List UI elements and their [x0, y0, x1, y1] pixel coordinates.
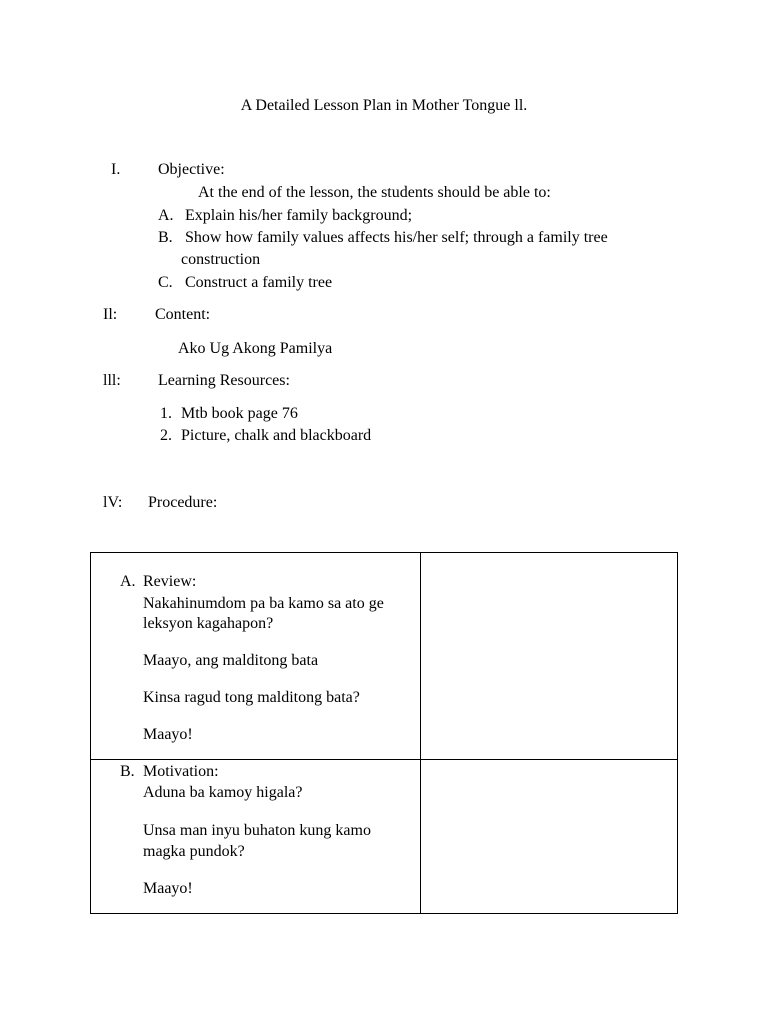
procedure-row-review [91, 553, 678, 760]
section-4-numeral: lV: [103, 494, 123, 511]
procedure-cell-review-notes [421, 553, 678, 760]
review-line: Maayo, ang malditong bata [143, 652, 319, 669]
review-marker: A. [120, 573, 136, 590]
section-3-heading: Learning Resources: [158, 372, 290, 389]
motivation-line: magka pundok? [143, 843, 245, 860]
section-1-numeral: I. [111, 161, 121, 178]
motivation-line: Maayo! [143, 880, 193, 897]
review-line: Nakahinumdom pa ba kamo sa ato ge [143, 595, 384, 612]
section-3-numeral: lll: [103, 372, 121, 389]
section-2-heading: Content: [155, 306, 211, 323]
review-line: leksyon kagahapon? [143, 615, 274, 632]
section-2-numeral: Il: [103, 306, 118, 323]
resource-item-1-marker: 1. [160, 405, 172, 422]
motivation-marker: B. [120, 763, 135, 780]
resource-item-2-marker: 2. [160, 427, 172, 444]
review-heading: Review: [143, 573, 197, 590]
review-line: Maayo! [143, 726, 193, 743]
motivation-line: Aduna ba kamoy higala? [143, 784, 303, 801]
objective-intro: At the end of the lesson, the students should be able to: [198, 184, 551, 201]
review-line: Kinsa ragud tong malditong bata? [143, 689, 360, 706]
content-topic: Ako Ug Akong Pamilya [178, 340, 333, 357]
procedure-cell-review [91, 553, 421, 760]
motivation-line: Unsa man inyu buhaton kung kamo [143, 822, 371, 839]
procedure-row-motivation [91, 760, 678, 914]
objective-item-b-marker: B. [158, 229, 173, 246]
motivation-heading: Motivation: [143, 763, 219, 780]
objective-item-a-marker: A. [158, 207, 174, 224]
section-4-heading: Procedure: [148, 494, 218, 511]
objective-item-c-marker: C. [158, 274, 173, 291]
resource-item-2: Picture, chalk and blackboard [181, 427, 372, 444]
objective-item-b-continued: construction [181, 251, 261, 268]
procedure-cell-motivation [91, 760, 421, 914]
objective-item-b: Show how family values affects his/her self; through a family tree [185, 229, 608, 246]
objective-item-a: Explain his/her family background; [185, 207, 413, 224]
procedure-cell-motivation-notes [421, 760, 678, 914]
section-1-heading: Objective: [158, 161, 225, 178]
resource-item-1: Mtb book page 76 [181, 405, 298, 422]
procedure-table [90, 552, 678, 914]
objective-item-c: Construct a family tree [185, 274, 333, 291]
document-title: A Detailed Lesson Plan in Mother Tongue ll. [240, 97, 528, 114]
